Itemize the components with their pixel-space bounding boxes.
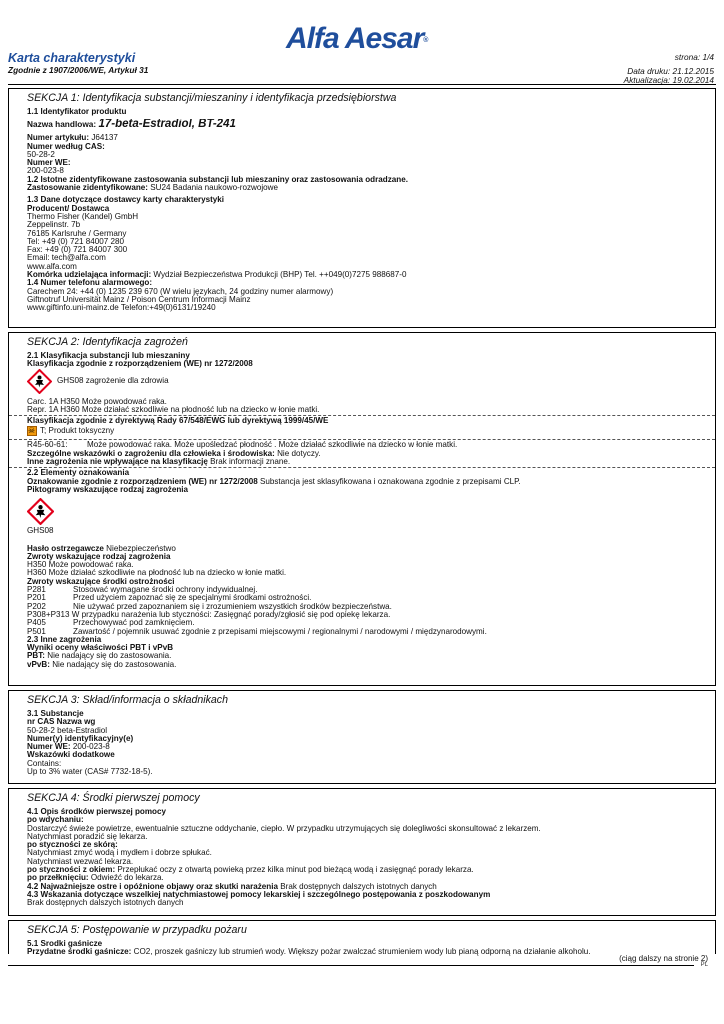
emergency-line: www.giftinfo.uni-mainz.de Telefon:+49(0)6131/19240 xyxy=(27,304,216,313)
s5-sub-1: 5.1 Środki gaśnicze xyxy=(27,940,103,948)
section-2-title: SEKCJA 2: Identyfikacja zagrożeń xyxy=(27,336,188,348)
cas-line: 50-28-2 beta-Estradiol xyxy=(27,726,108,735)
carc-line: Carc. 1A H350 Może powodować raka. xyxy=(27,397,167,406)
inhalation-label: po wdychaniu: xyxy=(27,816,84,825)
ghs08-health-hazard-icon xyxy=(27,369,52,394)
address-line: www.alfa.com xyxy=(27,262,77,271)
p-statement: P201 Przed użyciem zapoznać się ze specjalnymi środkami ostrożności. xyxy=(27,594,312,603)
s2-sub-2: 2.2 Elementy oznakowania xyxy=(27,469,130,478)
label-reg: Oznakowanie zgodnie z rozporządzeniem (WE) nr 1272/2008 xyxy=(27,477,260,486)
h-label: Zwroty wskazujące rodzaj zagrożenia xyxy=(27,552,171,561)
alfa-aesar-logo: Alfa Aesar® xyxy=(286,22,429,55)
inhalation-text: Dostarczyć świeże powietrze, ewentualnie sztuczne oddychanie, ciepło. W przypadku utrzymujących się dolegliwości skonsultować z lekarzem. xyxy=(27,824,541,833)
repr-line: Repr. 1A H360 Może działać szkodliwie na płodność lub na dziecko w łonie matki. xyxy=(27,405,320,414)
r-code: R45-60-61: xyxy=(27,441,68,450)
emergency-line: Giftnotruf Universität Mainz / Poison Centrum Informacji Mainz xyxy=(27,295,251,304)
signal-row xyxy=(27,545,697,553)
ghs08-pictogram-icon xyxy=(27,498,54,525)
header-dates xyxy=(624,53,714,84)
vpvb-row: vPvB: Nie nadający się do zastosowania. xyxy=(27,660,177,669)
divider xyxy=(9,415,715,416)
info-value: Wydział Bezpieczeństwa Produkcji (BHP) Tel. ++049(0)7275 988687-0 xyxy=(153,271,407,280)
print-date: Data druku: 21.12.2015 xyxy=(627,65,714,76)
s2-sub-3: 2.3 Inne zagrożenia xyxy=(27,635,102,644)
swallow-row: po przełknięciu: Odwieźć do lekarza. xyxy=(27,874,164,883)
s1-sub-1: 1.1 Identyfikator produktu xyxy=(27,108,127,116)
page-header xyxy=(0,0,724,86)
water-line: Up to 3% water (CAS# 7732-18-5). xyxy=(27,768,153,777)
p-statement: P308+P313 W przypadku narażenia lub styczności: Zasięgnąć porady/zgłosić się pod opiekę lekarza. xyxy=(27,610,391,619)
cas-head: nr CAS Nazwa wg xyxy=(27,718,96,727)
label-reg-row xyxy=(27,478,697,486)
section-1 xyxy=(8,88,716,328)
p-statement: P281 Stosować wymagane środki ochrony indywidualnej. xyxy=(27,586,258,595)
article-label: Numer artykułu: xyxy=(27,134,92,143)
info-label: Komórka udzielająca informacji: xyxy=(27,271,154,280)
h-statement: H360 Może działać szkodliwie na płodność lub na dziecko w łonie matki. xyxy=(27,569,287,578)
s1-sub-2: 1.2 Istotne zidentyfikowane zastosowania substancji lub mieszaniny oraz zastosowania odradzane. xyxy=(27,175,408,184)
footer-rule xyxy=(8,965,694,966)
emergency-line: Carechem 24: +44 (0) 1235 239 670 (W wielu językach, 24 godziny numer alarmowy) xyxy=(27,287,334,296)
trade-name: 17-beta-Estradiol, BT-241 xyxy=(98,119,236,130)
inhalation-text: Natychmiast poradzić się lekarza. xyxy=(27,832,148,841)
extinguish-row: Przydatne środki gaśnicze: CO2, proszek gaśniczy lub strumień wody. Większy pożar zwalczać strumieniem wody lub pianą odporną na działanie alkoholu. xyxy=(27,948,591,957)
skin-label: po styczności ze skórą: xyxy=(27,841,118,850)
special-value: Nie dotyczy. xyxy=(277,449,321,458)
s3-sub-1: 3.1 Substancje xyxy=(27,710,84,718)
eye-row: po styczności z okiem: Przepłukać oczy z otwartą powieką przez kilka minut pod bieżącą wodą i zasięgnąć porady lekarza. xyxy=(27,866,474,875)
ident-label: Numer(y) identyfikacyjny(e) xyxy=(27,734,134,743)
s4-sub-1: 4.1 Opis środków pierwszej pomocy xyxy=(27,808,166,816)
h-statement: H350 Może powodować raka. xyxy=(27,561,134,570)
section-5 xyxy=(8,920,716,957)
ghs08-text: GHS08 zagrożenie dla zdrowia xyxy=(57,375,169,385)
s4-sub-2-row: 4.2 Najważniejsze ostre i opóźnione objawy oraz skutki narażenia Brak dostępnych dalszych istotnych danych xyxy=(27,882,437,891)
address-line: Email: tech@alfa.com xyxy=(27,254,106,263)
address-line: Zeppelinstr. 7b xyxy=(27,221,81,230)
article-row xyxy=(27,134,697,142)
page-number: strona: 1/4 xyxy=(674,52,714,62)
info-row xyxy=(27,271,697,279)
article-value: J64137 xyxy=(91,134,118,143)
other-label: Inne zagrożenia nie wpływające na klasyfikację xyxy=(27,458,211,467)
signal-value: Niebezpieczeństwo xyxy=(106,544,176,553)
tox-row xyxy=(27,425,697,436)
address-line: Fax: +49 (0) 721 84007 300 xyxy=(27,246,128,255)
p-statement: P501 Zawartość / pojemnik usuwać zgodnie z przepisami miejscowymi / regionalnymi / narodowymi / międzynarodowymi. xyxy=(27,627,487,636)
extra-label: Wskazówki dodatkowe xyxy=(27,751,115,760)
skin-text: Natychmiast zmyć wodą i mydłem i dobrze spłukać. xyxy=(27,849,212,858)
s4-sub-3: 4.3 Wskazania dotyczące wszelkiej natychmiastowej pomocy lekarskiej i szczególnego postępowania z poszkodowanym xyxy=(27,890,491,899)
address-line: Thermo Fisher (Kandel) GmbH xyxy=(27,212,139,221)
section-4-title: SEKCJA 4: Środki pierwszej pomocy xyxy=(27,792,200,804)
update-date: Aktualizacja: 19.02.2014 xyxy=(623,74,714,85)
divider xyxy=(9,439,715,440)
trade-name-row xyxy=(27,119,697,129)
address-line: 76185 Karlsruhe / Germany xyxy=(27,229,127,238)
contains: Contains: xyxy=(27,759,62,768)
p-label: Zwroty wskazujące środki ostrożności xyxy=(27,577,175,586)
pbt-row: PBT: Nie nadający się do zastosowania. xyxy=(27,652,172,661)
s4-sub-3-value: Brak dostępnych dalszych istotnych danych xyxy=(27,899,184,908)
r-phrase-row xyxy=(27,441,697,449)
other-row xyxy=(27,458,697,466)
ghs08-label: GHS08 xyxy=(27,527,54,536)
r-text: Może powodować raka. Może upośledzać płodność . Może działać szkodliwie na dziecko w łonie matki. xyxy=(87,441,458,450)
p-statement: P202 Nie używać przed zapoznaniem się i zrozumieniem wszystkich środków bezpieczeństwa. xyxy=(27,602,392,611)
skin-text: Natychmiast wezwać lekarza. xyxy=(27,857,134,866)
document-title: Karta charakterystyki xyxy=(8,51,136,65)
document-subtitle: Zgodnie z 1907/2006/WE, Artykuł 31 xyxy=(8,65,149,75)
producer-label: Producent/ Dostawca xyxy=(27,204,110,213)
pict-label: Piktogramy wskazujące rodzaj zagrożenia xyxy=(27,485,189,494)
divider xyxy=(9,467,715,468)
label-reg-value: Substancja jest sklasyfikowana i oznakowana zgodnie z przepisami CLP. xyxy=(259,477,521,486)
signal-label: Hasło ostrzegawcze xyxy=(27,544,107,553)
special-row xyxy=(27,450,697,458)
we-value: 200-023-8 xyxy=(27,167,64,176)
section-4 xyxy=(8,788,716,916)
use-value: SU24 Badania naukowo-rozwojowe xyxy=(150,184,279,193)
toxic-icon xyxy=(27,426,37,436)
section-1-title: SEKCJA 1: Identyfikacja substancji/mieszaniny i identyfikacja przedsiębiorstwa xyxy=(27,92,397,104)
use-row xyxy=(27,184,697,192)
s1-sub-4: 1.4 Numer telefonu alarmowego: xyxy=(27,279,153,288)
class-reg: Klasyfikacja zgodnie z rozporządzeniem (WE) nr 1272/2008 xyxy=(27,360,253,369)
class-dir: Klasyfikacja zgodnie z dyrektywą Rady 67/548/EWG lub dyrektywą 1999/45/WE xyxy=(27,417,329,426)
p-statement: P405 Przechowywać pod zamknięciem. xyxy=(27,619,195,628)
continued-note: (ciąg dalszy na stronie 2) xyxy=(619,954,708,963)
s1-sub-3: 1.3 Dane dotyczące dostawcy karty charakterystyki xyxy=(27,196,225,205)
trade-name-label: Nazwa handlowa: xyxy=(27,119,99,130)
special-label: Szczególne wskazówki o zagrożeniu dla człowieka i środowiska: xyxy=(27,449,278,458)
language-code: PL xyxy=(700,962,708,968)
section-3 xyxy=(8,690,716,784)
section-2 xyxy=(8,332,716,686)
tox-text: T; Produkt toksyczny xyxy=(40,426,115,436)
section-5-title: SEKCJA 5: Postępowanie w przypadku pożaru xyxy=(27,924,247,936)
s3-we-row: Numer WE: 200-023-8 xyxy=(27,743,110,752)
ghs08-row xyxy=(27,369,697,394)
pbt-title: Wyniki oceny właściwości PBT i vPvB xyxy=(27,644,174,653)
use-label: Zastosowanie zidentyfikowane: xyxy=(27,184,151,193)
header-rule xyxy=(8,84,716,85)
s2-sub-1: 2.1 Klasyfikacja substancji lub mieszaniny xyxy=(27,352,190,360)
cas-label: Numer według CAS: xyxy=(27,142,105,151)
address-line: Tel: +49 (0) 721 84007 280 xyxy=(27,237,124,246)
section-3-title: SEKCJA 3: Skład/informacja o składnikach xyxy=(27,694,228,706)
other-value: Brak informacji znane. xyxy=(210,458,291,467)
cas-value: 50-28-2 xyxy=(27,150,55,159)
we-label: Numer WE: xyxy=(27,159,71,168)
